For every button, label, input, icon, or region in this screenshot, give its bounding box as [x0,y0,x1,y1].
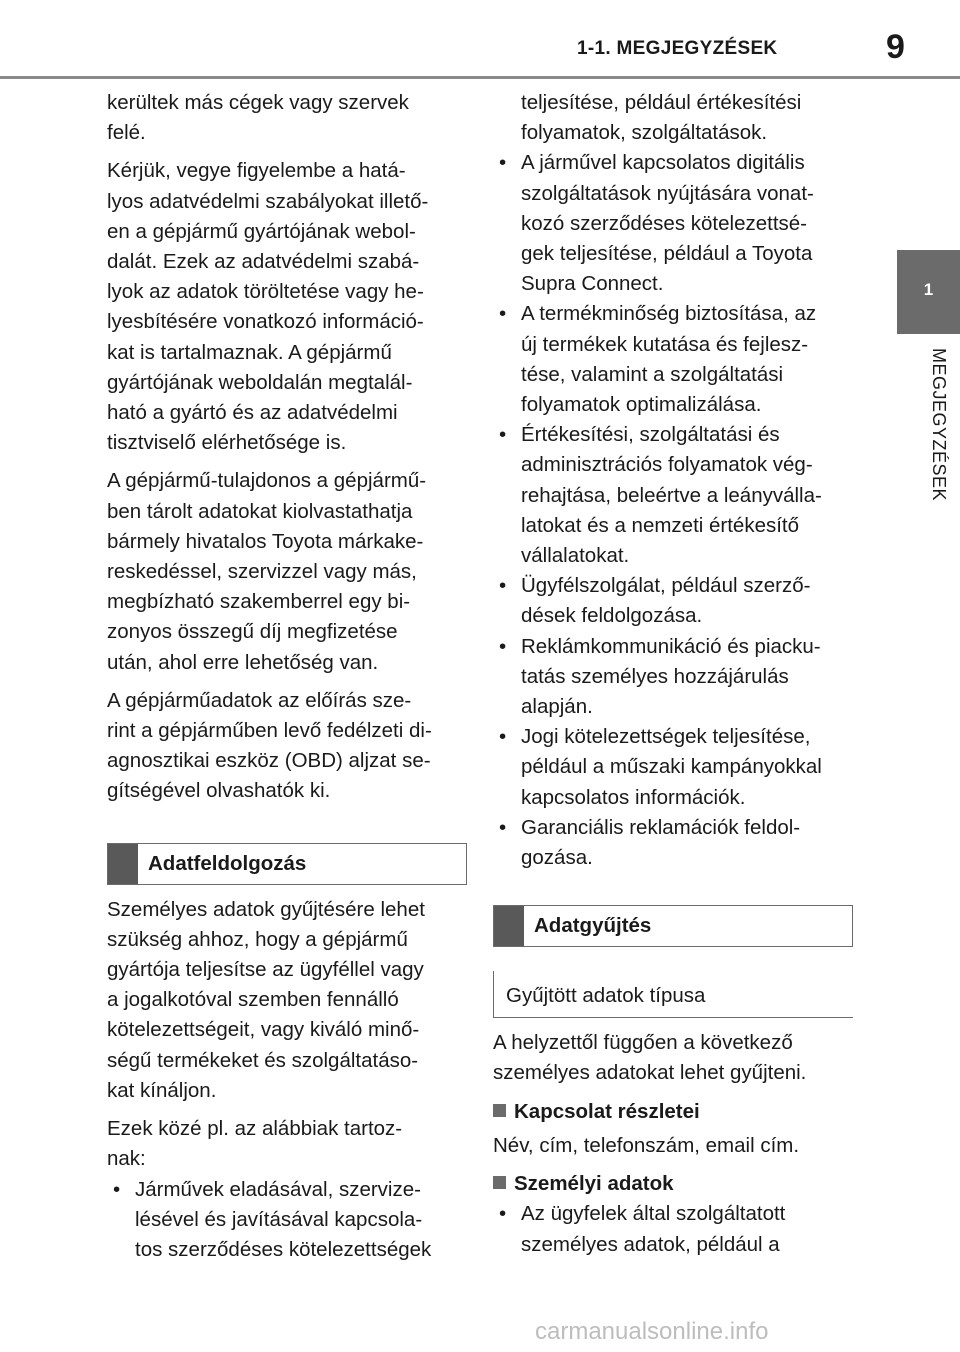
bullet-item [493,1199,853,1259]
text-line: en a gépjármű gyártójának webol- [107,219,416,243]
text-line: gyártójának weboldalán megtalál- [107,370,413,394]
paragraph [493,1131,853,1161]
paragraph [107,466,467,677]
text-line: A járművel kapcsolatos digitális [521,151,805,175]
bullet-item [107,1175,467,1266]
text-line: agnosztikai eszköz (OBD) aljzat se- [107,749,431,773]
square-bullet-icon [493,1176,506,1189]
text-line: reskedéssel, szervizzel vagy más, [107,560,417,584]
text-line: például a műszaki kampányokkal [521,755,822,779]
text-line: a jogalkotóval szemben fennálló [107,988,399,1012]
text-line: ben tárolt adatokat kiolvastathatja [107,499,413,523]
text-line: adminisztrációs folyamatok vég- [521,453,813,477]
text-line: Reklámkommunikáció és piacku- [521,634,821,658]
bullet-dot: • [113,1177,121,1201]
text-line: lésével és javításával kapcsola- [135,1207,423,1231]
right-column [493,88,853,1260]
section-heading-adatfeldolgozas [107,843,467,885]
text-line: lyok az adatok töröltetése vagy he- [107,280,424,304]
text-line: A helyzettől függően a következő [493,1031,793,1055]
text-line: személyes adatok, például a [521,1232,780,1256]
text-line: dések feldolgozása. [521,604,703,628]
text-line: lyesbítésére vonatkozó információ- [107,310,424,334]
bullet-item [493,148,853,299]
paragraph [107,686,467,807]
text-line: Járművek eladásával, szervize- [135,1177,421,1201]
text-line: Név, cím, telefonszám, email cím. [493,1133,800,1157]
text-line: rehajtása, beleértve a leányválla- [521,483,822,507]
text-line: szükség ahhoz, hogy a gépjármű [107,927,408,951]
bullet-continuation [493,88,853,148]
text-line: ható a gyártó és az adatvédelmi [107,401,398,425]
page-number: 9 [886,28,905,66]
bullet-item [493,722,853,813]
watermark: carmanualsonline.info [535,1318,769,1345]
text-line: gozása. [521,846,593,870]
text-line: után, ahol erre lehetőség van. [107,650,379,674]
text-line: nak: [107,1147,146,1171]
subsection-heading-label: Gyűjtött adatok típusa [506,984,706,1008]
text-line: tos szerződéses kötelezettségek [135,1237,432,1261]
text-line: alapján. [521,695,593,719]
bullet-item [493,299,853,420]
section-marker [494,906,524,946]
section-heading-label: Adatfeldolgozás [148,851,307,875]
bullet-item [493,571,853,631]
text-line: kat kínáljon. [107,1078,217,1102]
text-line: Supra Connect. [521,272,664,296]
text-line: Az ügyfelek által szolgáltatott [521,1202,786,1226]
text-line: felé. [107,121,146,145]
text-line: Jogi kötelezettségek teljesítése, [521,725,811,749]
text-line: kapcsolatos információk. [521,785,746,809]
text-line: szolgáltatások nyújtására vonat- [521,181,814,205]
text-line: új termékek kutatása és fejlesz- [521,332,809,356]
subheading-szemelyi [493,1169,853,1199]
text-line: Ügyfélszolgálat, például szerző- [521,574,811,598]
paragraph [107,895,467,1106]
text-line: bármely hivatalos Toyota márkake- [107,529,424,553]
text-line: Értékesítési, szolgáltatási és [521,423,780,447]
bullet-item [493,420,853,571]
section-heading-adatgyujtes [493,905,853,947]
bullet-dot: • [499,725,507,749]
text-line: gek teljesítése, például a Toyota [521,242,813,266]
text-line: ségű termékeket és szolgáltatáso- [107,1048,419,1072]
section-title: 1-1. MEGJEGYZÉSEK [577,38,778,59]
text-line: tatás személyes hozzájárulás [521,664,789,688]
text-line: A termékminőség biztosítása, az [521,302,817,326]
paragraph [107,1114,467,1174]
text-line: Személyes adatok gyűjtésére lehet [107,897,425,921]
text-line: folyamatok optimalizálása. [521,393,762,417]
section-heading-label: Adatgyűjtés [534,914,652,938]
text-line: zonyos összegű díj megfizetése [107,620,398,644]
text-line: folyamatok, szolgáltatások. [521,121,768,145]
text-line: tisztviselő elérhetősége is. [107,431,347,455]
text-line: teljesítése, például értékesítési [521,91,802,114]
chapter-tab-label: MEGJEGYZÉSEK [929,348,949,502]
text-line: gítségével olvashatók ki. [107,779,331,803]
bullet-item [493,632,853,723]
text-line: rint a gépjárműben levő fedélzeti di- [107,719,432,743]
bullet-dot: • [499,634,507,658]
text-line: gyártója teljesítse az ügyféllel vagy [107,958,424,982]
text-line: tése, valamint a szolgáltatási [521,362,784,386]
text-line: megbízható szakemberrel egy bi- [107,590,411,614]
chapter-tab-number: 1 [923,280,934,299]
paragraph [493,1028,853,1088]
header-rule [0,76,960,79]
paragraph [107,156,467,458]
text-line: kat is tartalmaznak. A gépjármű [107,340,392,364]
text-line: latokat és a nemzeti értékesítő [521,513,800,537]
bullet-dot: • [499,151,507,175]
text-line: A gépjárműadatok az előírás sze- [107,688,412,712]
bullet-dot: • [499,423,507,447]
subheading-label: Kapcsolat részletei [514,1099,700,1123]
subheading-kapcsolat [493,1097,853,1127]
text-line: Kérjük, vegye figyelembe a hatá- [107,159,406,183]
text-line: kerültek más cégek vagy szervek [107,91,409,114]
text-line: A gépjármű-tulajdonos a gépjármű- [107,469,427,493]
subheading-label: Személyi adatok [514,1172,674,1196]
text-line: Ezek közé pl. az alábbiak tartoz- [107,1117,403,1141]
subsection-heading [493,971,853,1018]
section-marker [108,844,138,884]
text-line: Garanciális reklamációk feldol- [521,815,801,839]
paragraph [107,88,467,148]
text-line: dalát. Ezek az adatvédelmi szabá- [107,250,420,274]
bullet-item [493,813,853,873]
square-bullet-icon [493,1104,506,1117]
text-line: kozó szerződéses kötelezettsé- [521,211,807,235]
bullet-dot: • [499,302,507,326]
text-line: személyes adatokat lehet gyűjteni. [493,1061,807,1085]
text-line: kötelezettségeit, vagy kiváló minő- [107,1018,420,1042]
text-line: lyos adatvédelmi szabályokat illető- [107,189,429,213]
text-line: vállalatokat. [521,544,630,568]
chapter-tab[interactable] [897,250,960,334]
bullet-dot: • [499,815,507,839]
left-column [107,88,467,1265]
bullet-dot: • [499,1202,507,1226]
bullet-dot: • [499,574,507,598]
